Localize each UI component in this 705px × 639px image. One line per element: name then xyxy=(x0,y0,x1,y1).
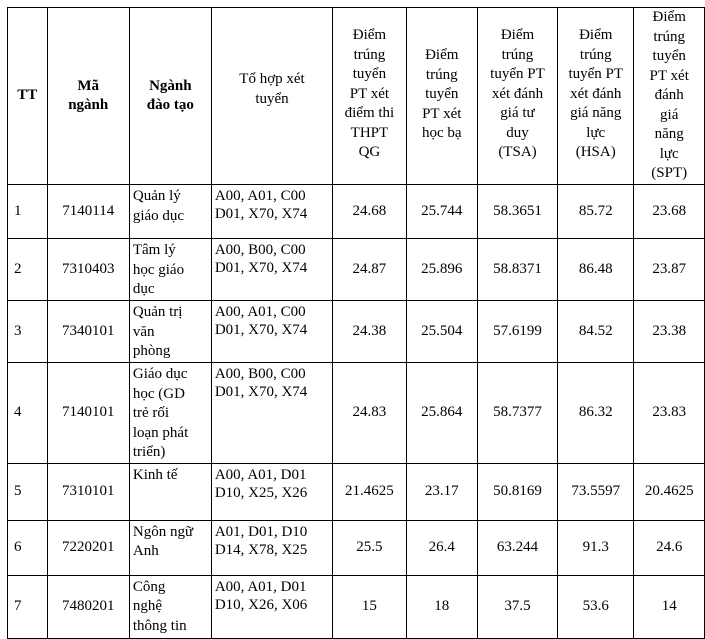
cell-ma-nganh: 7480201 xyxy=(47,575,129,638)
table-row xyxy=(8,575,705,638)
cell-tsa: 58.8371 xyxy=(477,239,557,301)
cell-nganh: Quản lý giáo dục xyxy=(129,185,211,239)
cell-spt: 24.6 xyxy=(634,520,705,575)
cell-hoc-ba: 25.504 xyxy=(406,301,477,363)
cell-tsa: 37.5 xyxy=(477,575,557,638)
cell-spt: 20.4625 xyxy=(634,463,705,520)
cell-hsa: 85.72 xyxy=(558,185,634,239)
cell-thpt: 24.68 xyxy=(333,185,406,239)
cell-tt: 6 xyxy=(8,520,48,575)
cell-thpt: 21.4625 xyxy=(333,463,406,520)
cell-to-hop: A00, A01, D01 D10, X25, X26 xyxy=(211,463,332,520)
cell-nganh: Kinh tế xyxy=(129,463,211,520)
cell-hoc-ba: 26.4 xyxy=(406,520,477,575)
cell-to-hop: A00, A01, C00 D01, X70, X74 xyxy=(211,185,332,239)
table-row xyxy=(8,185,705,239)
cell-hoc-ba: 25.744 xyxy=(406,185,477,239)
cell-tt: 3 xyxy=(8,301,48,363)
cell-tt: 2 xyxy=(8,239,48,301)
cell-ma-nganh: 7310101 xyxy=(47,463,129,520)
admission-scores-table xyxy=(7,7,705,639)
cell-hsa: 86.32 xyxy=(558,363,634,464)
table-row xyxy=(8,301,705,363)
cell-to-hop: A01, D01, D10 D14, X78, X25 xyxy=(211,520,332,575)
table-row xyxy=(8,520,705,575)
cell-tt: 1 xyxy=(8,185,48,239)
cell-tsa: 63.244 xyxy=(477,520,557,575)
cell-tsa: 57.6199 xyxy=(477,301,557,363)
cell-hsa: 86.48 xyxy=(558,239,634,301)
cell-spt: 23.38 xyxy=(634,301,705,363)
cell-hoc-ba: 25.896 xyxy=(406,239,477,301)
header-thpt: Điểm trúng tuyển PT xét điểm thi THPT QG xyxy=(333,8,406,185)
cell-hsa: 91.3 xyxy=(558,520,634,575)
cell-thpt: 24.83 xyxy=(333,363,406,464)
cell-thpt: 15 xyxy=(333,575,406,638)
header-nganh-dao-tao: Ngành đào tạo xyxy=(129,8,211,185)
header-tsa: Điểm trúng tuyển PT xét đánh giá tư duy (TSA) xyxy=(477,8,557,185)
cell-tt: 5 xyxy=(8,463,48,520)
cell-nganh: Tâm lý học giáo dục xyxy=(129,239,211,301)
cell-hsa: 53.6 xyxy=(558,575,634,638)
cell-thpt: 24.38 xyxy=(333,301,406,363)
cell-tt: 4 xyxy=(8,363,48,464)
cell-nganh: Ngôn ngữ Anh xyxy=(129,520,211,575)
header-row xyxy=(8,8,705,185)
header-hsa: Điểm trúng tuyển PT xét đánh giá năng lực (HSA) xyxy=(558,8,634,185)
cell-hoc-ba: 18 xyxy=(406,575,477,638)
header-tt: TT xyxy=(8,8,48,185)
cell-to-hop: A00, A01, D01 D10, X26, X06 xyxy=(211,575,332,638)
cell-ma-nganh: 7220201 xyxy=(47,520,129,575)
cell-nganh: Giáo dục học (GD trẻ rối loạn phát triển) xyxy=(129,363,211,464)
cell-thpt: 24.87 xyxy=(333,239,406,301)
cell-to-hop: A00, B00, C00 D01, X70, X74 xyxy=(211,239,332,301)
cell-spt: 23.68 xyxy=(634,185,705,239)
cell-tt: 7 xyxy=(8,575,48,638)
cell-hoc-ba: 23.17 xyxy=(406,463,477,520)
cell-spt: 14 xyxy=(634,575,705,638)
header-hoc-ba: Điểm trúng tuyển PT xét học bạ xyxy=(406,8,477,185)
cell-nganh: Quản trị văn phòng xyxy=(129,301,211,363)
cell-ma-nganh: 7340101 xyxy=(47,301,129,363)
cell-spt: 23.83 xyxy=(634,363,705,464)
table-row xyxy=(8,363,705,464)
cell-tsa: 50.8169 xyxy=(477,463,557,520)
cell-to-hop: A00, A01, C00 D01, X70, X74 xyxy=(211,301,332,363)
cell-hsa: 73.5597 xyxy=(558,463,634,520)
cell-ma-nganh: 7140114 xyxy=(47,185,129,239)
cell-to-hop: A00, B00, C00 D01, X70, X74 xyxy=(211,363,332,464)
cell-thpt: 25.5 xyxy=(333,520,406,575)
cell-hoc-ba: 25.864 xyxy=(406,363,477,464)
cell-tsa: 58.7377 xyxy=(477,363,557,464)
table-row xyxy=(8,463,705,520)
cell-hsa: 84.52 xyxy=(558,301,634,363)
cell-spt: 23.87 xyxy=(634,239,705,301)
table-row xyxy=(8,239,705,301)
cell-nganh: Công nghệ thông tin xyxy=(129,575,211,638)
cell-ma-nganh: 7140101 xyxy=(47,363,129,464)
header-to-hop: Tổ hợp xét tuyển xyxy=(211,8,332,185)
cell-ma-nganh: 7310403 xyxy=(47,239,129,301)
header-ma-nganh: Mã ngành xyxy=(47,8,129,185)
cell-tsa: 58.3651 xyxy=(477,185,557,239)
header-spt: Điểm trúng tuyển PT xét đánh giá năng lực (SPT) xyxy=(634,8,705,185)
